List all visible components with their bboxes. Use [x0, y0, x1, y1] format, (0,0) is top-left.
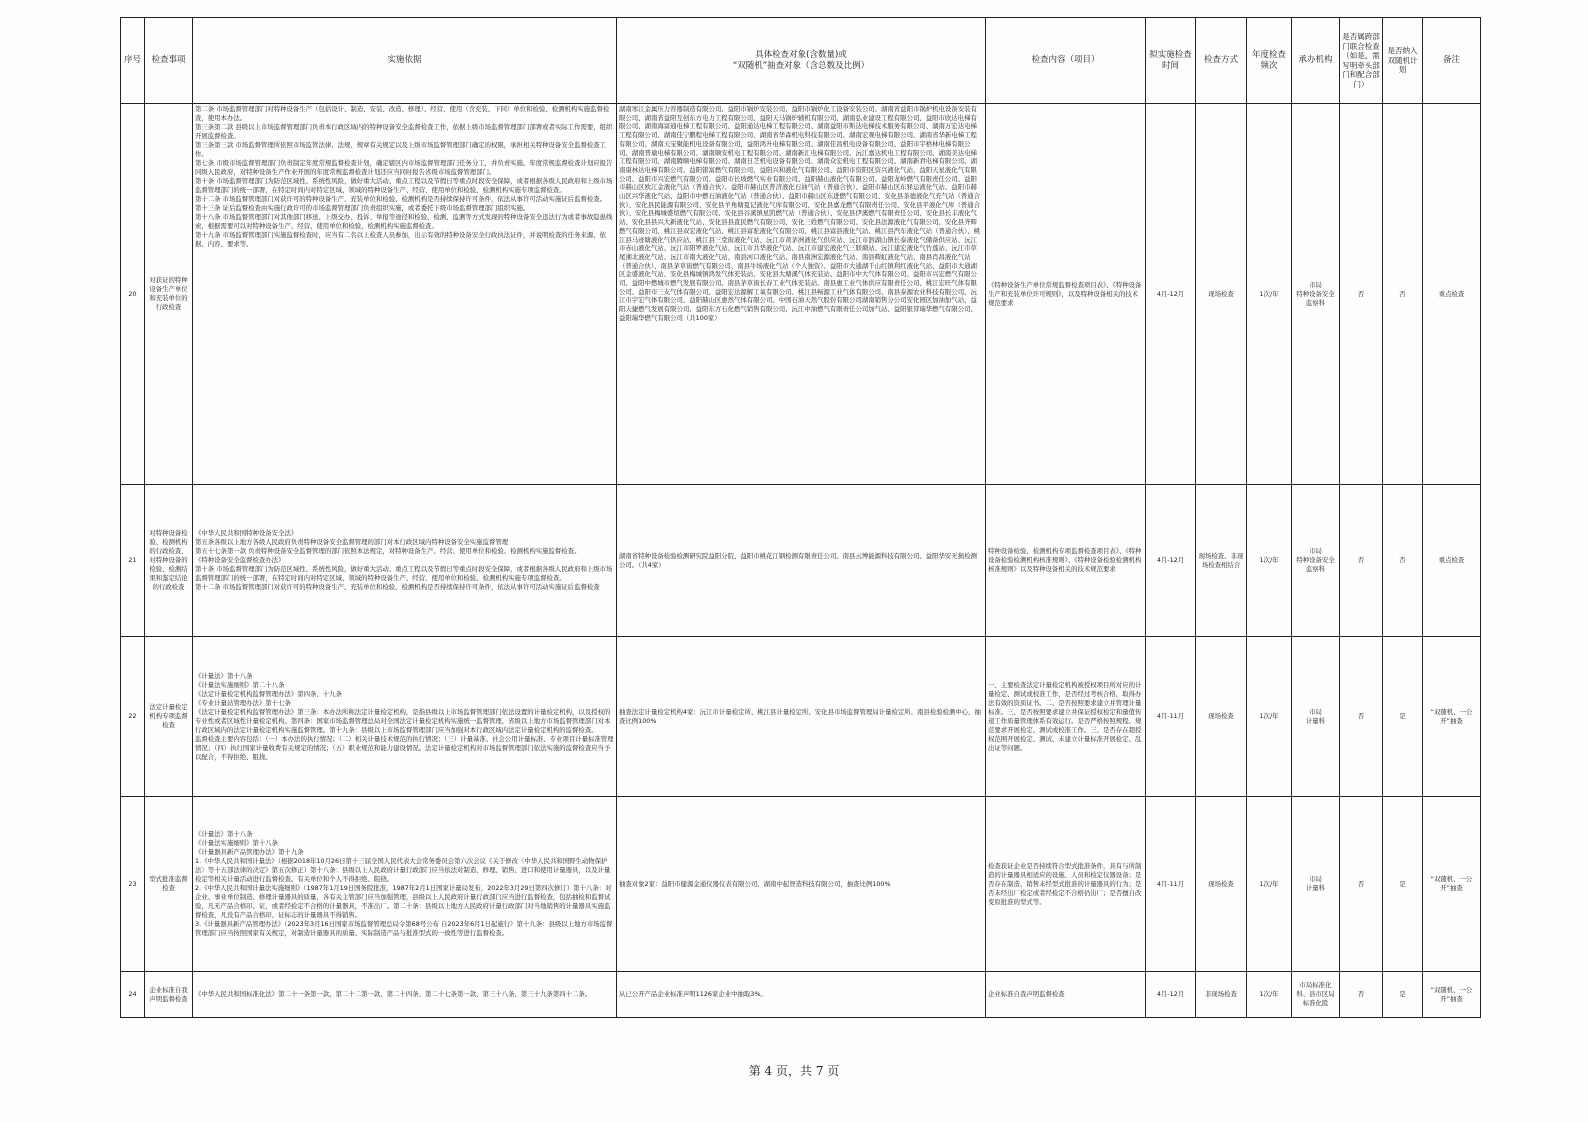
row-number: 21	[121, 485, 145, 637]
double-random: 是	[1383, 972, 1423, 1018]
inspection-frequency: 1次/年	[1247, 485, 1292, 637]
header-targets: 具体检查对象(含数量)或 “双随机”抽查对象（含总数及比例）	[617, 18, 986, 104]
header-freq: 年度检查频次	[1247, 18, 1292, 104]
header-content: 检查内容（项目）	[986, 18, 1146, 104]
inspection-content: 特种设备检验、检测机构专项监督检查项目表》、《特种设备检验检测机构核准规则》、《特种设备检验检测机构核准规则》以及特种设备相关的技术规范要求	[986, 485, 1146, 637]
legal-basis: 《中华人民共和国特种设备安全法》 第五条各级以上地方各级人民政府负责特种设备安全监督管理的部门对本行政区域内特种设备安全实施监督管理 第五十七条第一款 负责特种设备安全监督管理的部门依照本法规定，对特种设备生产、经营、使用单位和检验、检测机构实施监督检查。 《特种设备安全监督检查办法》 第十条 市场监督管理部门为防范区域性、系统性风险，做好重大活动、重点工程以及节假日等重点时段安全保障，或者根据各级人民政府和上级市场监督管理部门的统一部署，在特定时间内对特定区域、领域的特种设备生产、经营、使用单位和检验、检测机构实施专项监督检查。 第十二条 市场监督管理部门对获许可的特种设备生产、充装单位和检验、检测机构是否持续保持许可条件，依法从事许可活动实施证后监督检查	[193, 485, 617, 637]
table-row	[121, 972, 1481, 1018]
cross-department: 否	[1340, 104, 1383, 485]
responsible-org: 市局 计量科	[1292, 637, 1340, 797]
inspection-frequency: 1次/年	[1247, 637, 1292, 797]
row-number: 23	[121, 797, 145, 972]
legal-basis: 《中华人民共和国标准化法》第二十一条第一款、第二十二第一款、第二十四条、第二十七条第一款、第三十八条、第三十九条第四十二条。	[193, 972, 617, 1018]
inspection-targets: 湖南省特种设备检验检测研究院益阳分院、益阳市桃花江钢检测有限责任公司、南县云博能源科技有限公司、益阳华安无损检测公司。（共4家）	[617, 485, 986, 637]
inspection-method: 现场检查、非现场检查相结合	[1196, 485, 1247, 637]
inspection-time: 4月-12月	[1146, 485, 1196, 637]
inspection-plan-table	[120, 17, 1481, 1018]
inspection-content: 企业标准自我声明监督检查	[986, 972, 1146, 1018]
legal-basis: 《计量法》第十八条 《计量法实施细则》第十八条 《计量器具新产品管理办法》第十九条 1.《中华人民共和国计量法》（根据2018年10月26日第十三届全国人民代表大会常务委员会第六次会议《关于修改〈中华人民共和国野生动物保护法〉等十五部法律的决定》第五次修正）第十八条：县级以上人民政府计量行政部门应当依法对制造、修理、销售、进口和使用计量器具，以及计量检定等相关计量活动进行监督检查。有关单位和个人不得拒绝、阻挠。 2.《中华人民共和国计量法实施细则》（1987年1月19日国务院批准，1987年2月1日国家计量局发布，2022年3月29日第四次修订）第十八条：对企业、事业单位制造、修理计量器具的质量，各有关主管部门应当加强管理，县级以上人民政府计量行政部门应当进行监督检查，包括抽检和监督试验，凡无产品合格印、证，或者经检定不合格的计量器具，不准出厂。第二十条：县级以上地方人民政府计量行政部门对当地销售的计量器具实施监督检查，凡没有产品合格印、证标志的计量器具不得销售。 3.《计量器具新产品管理办法》（2023年3月16日国家市场监督管理总局令第68号公布 自2023年6月1日起施行）第十九条：县级以上地方市场监督管理部门应当按照国家有关规定，对制造计量器具的质量、实际制造产品与批准型式的一致性等进行监督检查。	[193, 797, 617, 972]
header-item: 检查事项	[145, 18, 193, 104]
header-cross: 是否属跨部门联合检查（如是，需写明牵头部门和配合部门）	[1340, 18, 1383, 104]
header-time: 拟实施检查时间	[1146, 18, 1196, 104]
inspection-item: 对特种设备检验、检测机构的行政检查，对特种设备的检验、检测结果和鉴定结论的行政检查	[145, 485, 193, 637]
table-header-row	[121, 18, 1481, 104]
double-random: 否	[1383, 485, 1423, 637]
inspection-method: 非现场检查	[1196, 972, 1247, 1018]
inspection-item: 对获证的特种设备生产单位和充装单位的行政检查	[145, 104, 193, 485]
double-random: 是	[1383, 637, 1423, 797]
inspection-frequency: 1次/年	[1247, 972, 1292, 1018]
inspection-method: 现场检查	[1196, 797, 1247, 972]
table-row	[121, 104, 1481, 485]
row-number: 20	[121, 104, 145, 485]
inspection-frequency: 1次/年	[1247, 797, 1292, 972]
legal-basis: 第二条 市场监督管理部门对特种设备生产（包括设计、制造、安装、改造、修理）、经营、使用（含充装、下同）单位和检验、检测机构实施监督检查，使用本办法。 第三条第二款 县级以上市场监督管理部门负责本行政区域内的特种设备安全监督检查工作，依据上级市场监督管理部门部署或者实际工作需要，组织开展监督检查。 第三条第三款 市场监督管理所依照市场监管法律、法规、规章有关规定以及上级市场监督管理部门确定的权限，承担相关特种设备安全监督检查工作。 第七条 市级市场监督管理部门负责制定年度常规监督检查计划，确定辖区内市场监督管理部门任务分工，并负责实施。年度常规监督检查计划应报告同级人民政府，对特种设备生产作业开展的年度常规监督检查计划还应当同时报告省级市场监督管理部门。 第十条 市场监督管理部门为防范区域性、系统性风险，做好重大活动、重点工程以及节假日等重点时段安全保障，或者根据各级人民政府和上级市场监督管理部门的统一部署，在特定时间内对特定区域、领域的特种设备生产、经营、使用单位和检验、检测机构实施专项监督检查。 第十二条 市场监督管理部门对获许可的特种设备生产、充装单位和检验、检测机构是否持续保持许可条件，依法从事许可活动实施证后监督检查。 第十三条 证后监督检查由实施行政许可的市场监督管理部门负责组织实施，或者委托下级市场监督管理部门组织实施。 第十八条 市场监督管理部门对其他部门移送、上级交办、投诉、举报等途径和检验、检测、监测等方式发现的特种设备安全违法行为或者事故隐患线索，根据需要可以对特种设备生产、经营、使用单位和检验、检测机构实施监督检查。 第十九条 市场监督管理部门实施监督检查时，应当有二名以上检查人员参加，出示有效的特种设备安全行政执法证件，并说明检查的任务来源、依据、内容、要求等。	[193, 104, 617, 485]
header-basis: 实施依据	[193, 18, 617, 104]
responsible-org: 市局 特种设备安全监察科	[1292, 485, 1340, 637]
header-note: 备注	[1423, 18, 1481, 104]
inspection-content: 检查获证企业是否持续符合型式批准条件，具有与所制造的计量器具相适应的设施、人员和检定仪器设备；是否存在制造、销售未经型式批准的计量器具的行为；是否未经出厂检定或者经检定不合格仍出厂；是否擅自改变原批准的型式等。	[986, 797, 1146, 972]
remark: “双随机、一公开”抽查	[1423, 797, 1481, 972]
inspection-targets: 从已公开产品企业标准声明1126家企业中抽取3%。	[617, 972, 986, 1018]
header-method: 检查方式	[1196, 18, 1247, 104]
table-row	[121, 797, 1481, 972]
inspection-content: 一、主要检查法定计量检定机构被授权项目所对应的计量检定、测试或校准工作，是否经过考核合格，取得办法有效的资质证书。二、是否按照要求建立并管理计量标准。三、是否按照要求建立并保证授权检定和量值传递工作质量管理体系有效运行。是否严格按照规程、规范要求开展检定、测试或校准工作。三、是否存在超授权范围开展检定、测试、未建立计量标准开展检定、乱出证等问题。	[986, 637, 1146, 797]
inspection-targets: 抽查法定计量检定机构4家：沅江市计量检定所、桃江县计量检定所、安化县市场监督管理局计量检定所、南县检验检测中心，抽查比例100%	[617, 637, 986, 797]
cross-department: 否	[1340, 797, 1383, 972]
header-org: 承办机构	[1292, 18, 1340, 104]
responsible-org: 市局 计量科	[1292, 797, 1340, 972]
row-number: 24	[121, 972, 145, 1018]
inspection-item: 法定计量检定机构专项监督检查	[145, 637, 193, 797]
inspection-time: 4月-12月	[1146, 104, 1196, 485]
remark: “双随机、一公开”抽查	[1423, 637, 1481, 797]
header-num: 序号	[121, 18, 145, 104]
inspection-method: 现场检查	[1196, 637, 1247, 797]
inspection-targets: 湖南寒江金属压力容器制造有限公司、益阳市锅炉安装公司、益阳市锅炉化工设备安装公司、湖南省益阳市锅炉机电设备安装有限公司、湖南省益阳互创东方电力工程有限公司、益阳天马锅炉辅机有限公司、湖南弘业建设工程有限公司、益阳市欣达电梯有限公司、湖南海富通电梯工程有限公司、益阳通达电梯工程有限公司、湖南益阳市斯达电梯技术服务有限公司、湖南万宏达电梯工程有限公司、湖南佳宁鹏程电梯工程有限公司、湖南省华森机电科技有限公司、湖南宏观电梯有限公司、湖南省华新电梯工程有限公司、湖南天宝聚能机电设备有限公司、益阳鸿升电梯有限公司、湖南佳昌机电设备有限公司、益阳市宇格林电梯有限公司、湖南普瑜电梯有限公司、湖南顺安机电工程有限公司、湖南新汇电梯有限公司、沅江嘉达机电工程有限公司、湖南美达电梯工程有限公司、湖南腾顺电梯有限公司、湖南日芝机电设备有限公司、湖南众宏机电工程有限公司、湖南新君电梯有限公司、湖南康林达电梯有限公司、益阳银富燃气有限公司、益阳兴和液化气有限公司、益阳市资阳区资兴液化气站、益阳天星液化气有限公司、益阳市兴宏燃气有限公司、益阳市长坡燃气实业有限公司、益阳赫山液化气有限公司、益阳龙岭燃气有限责任公司、益阳市赫山区欧江金液化气站（普通合伙）、益阳市赫山区普济液化石油气站（普通合伙）、益阳市赫山区东驿运液化气站、益阳市赫山区兴华液化气站、益阳市中燃石油液化气站（普通合伙）、益阳市赫山区东进燃气有限公司、安化县茶德液化气充气站（普通合伙）、安化县民能源有限公司、安化县羊角塘夏记液化气库有限公司、安化县嘉龙燃气有限责任公司、安化县平液化气库（普通合伙）、安化县梅城盛煊燃气有限公司、安化县谷溪镇星凯燃气站（普通合伙）、安化县伊溪燃气有限责任公司、安化县长丰液化气站、安化县县兴大新液化气站、安化县县直民燃气有限公司、安化三姓燃气有限公司、安化县法源液化气有限公司、安化县齐辉燃气有限公司、桃江县双宏液化气站、桃江县富驼液化气有限公司、桃江县富县液化气站、桃江县汽车液化气站（普通合伙）、桃江县马迹塘液化气供应站、桃江县三堂街液化气站、沅江市黄茅洲液化气供应站、沅江市泗湖山镇长泰液化气储备供应站、沅江市赤山液化气站、沅江市阳罗液化气站、沅江市共华液化气站、沅江市建宏液化气三联塘站、沅江建宏液化气竹莲站、沅江市草尾湘北液化气站、沅江市南大液化气站、南县河口液化气站、南县南洲宏源液化气站、南县辉虹液化气站、南县肖昌液化气站（普通合伙）、南县茅草街燃气有限公司、南县牛场液化气站（个人独资）、益阳市大通湖千山红镇利红液化气站、益阳市大通湖区金盛液化气站、安化县梅城镇鸿发气体充装站、安化县大塘溪气体充装站、益阳市中大气体有限公司、益阳市兴宏燃气有限公司、益阳中燃城市燃气发展有限公司、南县茅草街长春工业气体充装站、南县惠工业气体供应有限责任公司、桃江宏旺气体有限公司、益阳市三友气体有限公司、益阳宏达源解工氧有限公司、桃江县畅源工业气体有限公司、南县泰源农业科技有限公司、沅江市宇宏气体有限公司、益阳赫山区惠然气体有限公司、中国石油天然气股份有限公司湖南销售分公司安化园区加油加气站、益阳天捷燃气发展有限公司、益阳东方石化燃气销售有限公司、沅江中油燃气有限责任公司加气站、益阳银冒瑞华燃气有限公司、益阳瑞华燃气有限公司（共100家）	[617, 104, 986, 485]
inspection-content: 《特种设备生产单位常规监督检查项目表》、《特种设备生产和充装单位许可规则》，以及特种设备相关的技术规范要求	[986, 104, 1146, 485]
double-random: 是	[1383, 797, 1423, 972]
inspection-time: 4月-12月	[1146, 972, 1196, 1018]
double-random: 否	[1383, 104, 1423, 485]
inspection-item: 企业标准自我声明监督检查	[145, 972, 193, 1018]
inspection-targets: 抽查对象2家：益阳市健源金通仪器仪表有限公司、湖南中起智造科技有限公司，抽查比例100%	[617, 797, 986, 972]
header-rand: 是否纳入双随机计划	[1383, 18, 1423, 104]
inspection-method: 现场检查	[1196, 104, 1247, 485]
row-number: 22	[121, 637, 145, 797]
remark: 重点检查	[1423, 104, 1481, 485]
inspection-item: 型式批准监督检查	[145, 797, 193, 972]
inspection-frequency: 1次/年	[1247, 104, 1292, 485]
table-row	[121, 485, 1481, 637]
remark: 重点检查	[1423, 485, 1481, 637]
cross-department: 否	[1340, 637, 1383, 797]
responsible-org: 市局 特种设备安全监察科	[1292, 104, 1340, 485]
responsible-org: 市局标准化科、县市区局标准化股	[1292, 972, 1340, 1018]
cross-department: 否	[1340, 972, 1383, 1018]
cross-department: 否	[1340, 485, 1383, 637]
legal-basis: 《计量法》第十八条 《计量法实施细则》第二十八条 《法定计量检定机构监督管理办法》第四条、十九条 《专业计量站管理办法》第十七条 《法定计量检定机构监督管理办法》第三条：本办法所称法定计量检定机构，是指县级以上市场监督管理部门依法设置的计量检定机构，以及授权的专业性或者区域性计量检定机构。第四条：国家市场监督管理总局对全国法定计量检定机构实施统一监督管理，省级以上地方市场监督管理部门对本行政区域内的法定计量检定机构实施监督管理。第十九条：县级以上市场监督管理部门应当加强对本行政区域内法定计量检定机构的监督检查。 监督检查主要内容包括：（一）本办法的执行情况；（二）相关计量技术规范的执行情况；（三）计量基准、社会公用计量标准、专业项目计量标准管理情况；（四）执行国家计量收费有关规定的情况；（五）职业规范和能力建设情况。法定计量检定机构对市场监督管理部门依法实施的监督检查应当予以配合，不得拒绝、阻挠。	[193, 637, 617, 797]
page-number: 第 4 页，共 7 页	[748, 1064, 840, 1078]
remark: “双随机、一公开”抽查	[1423, 972, 1481, 1018]
table-row	[121, 637, 1481, 797]
inspection-time: 4月-11月	[1146, 637, 1196, 797]
inspection-time: 4月-11月	[1146, 797, 1196, 972]
